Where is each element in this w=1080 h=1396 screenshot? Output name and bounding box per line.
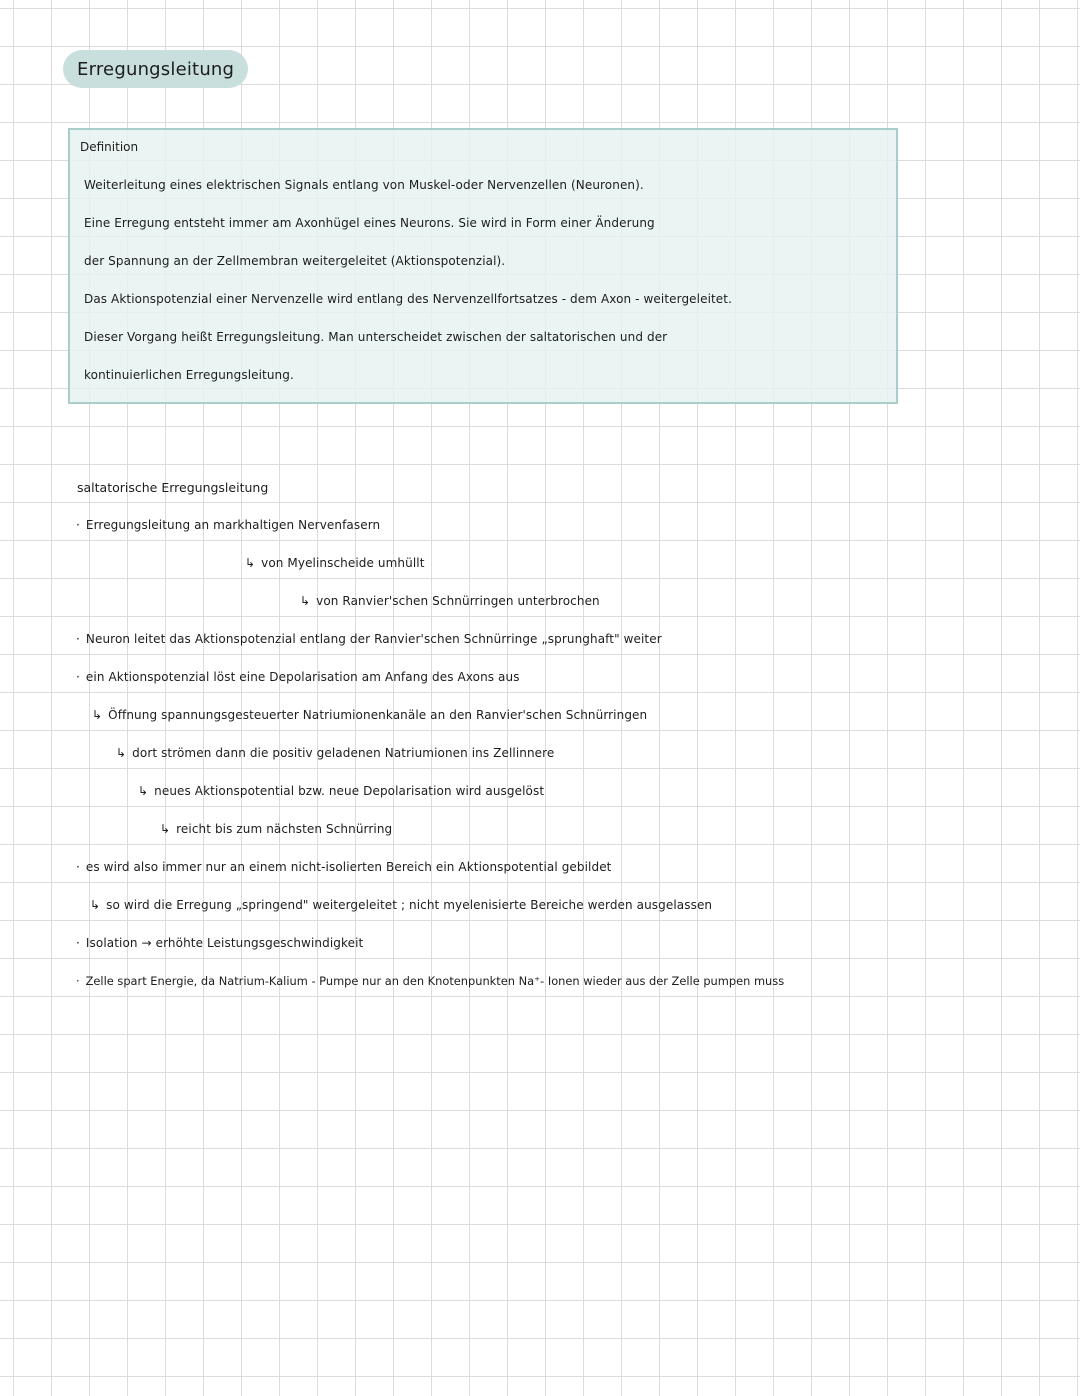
definition-line: Dieser Vorgang heißt Erregungsleitung. Man unterscheidet zwischen der saltatorischen und der (84, 330, 668, 344)
bullet-marker: · (76, 670, 80, 684)
note-text: Erregungsleitung an markhaltigen Nervenfasern (85, 518, 381, 532)
bullet-marker: · (76, 518, 80, 532)
note-item (116, 746, 554, 760)
note-text: Isolation → erhöhte Leistungsgeschwindigkeit (85, 936, 364, 950)
note-item (76, 936, 363, 950)
bullet-marker: · (76, 860, 80, 874)
arrow-icon: ↳ (90, 898, 101, 912)
bullet-marker: · (76, 974, 80, 988)
definition-line: Eine Erregung entsteht immer am Axonhügel eines Neurons. Sie wird in Form einer Änderung (84, 216, 655, 230)
note-text: reicht bis zum nächsten Schnürring (176, 822, 393, 836)
bullet-marker: · (76, 936, 80, 950)
note-item (92, 708, 647, 722)
note-text: ein Aktionspotenzial löst eine Depolarisation am Anfang des Axons aus (85, 670, 520, 684)
note-text: es wird also immer nur an einem nicht-isolierten Bereich ein Aktionspotential gebildet (85, 860, 612, 874)
note-item (76, 518, 380, 532)
definition-heading: Definition (80, 140, 139, 154)
note-item (300, 594, 600, 608)
arrow-icon: ↳ (160, 822, 171, 836)
note-item (245, 556, 425, 570)
note-item (90, 898, 712, 912)
note-text: von Myelinscheide umhüllt (261, 556, 425, 570)
note-text: von Ranvier'schen Schnürringen unterbrochen (316, 594, 600, 608)
definition-line: Das Aktionspotenzial einer Nervenzelle wird entlang des Nervenzellfortsatzes - dem Axon - weitergeleitet. (84, 292, 733, 306)
note-item (76, 632, 662, 646)
note-item (76, 670, 520, 684)
note-text: Neuron leitet das Aktionspotenzial entlang der Ranvier'schen Schnürringe „sprunghaft" weiter (85, 632, 662, 646)
section-heading-saltatorisch: saltatorische Erregungsleitung (77, 480, 269, 495)
definition-line: Weiterleitung eines elektrischen Signals entlang von Muskel-oder Nervenzellen (Neuronen). (84, 178, 644, 192)
arrow-icon: ↳ (116, 746, 127, 760)
note-item (76, 974, 784, 988)
note-text: so wird die Erregung „springend" weitergeleitet ; nicht myelenisierte Bereiche werden ausgelassen (106, 898, 713, 912)
arrow-icon: ↳ (245, 556, 256, 570)
definition-line: der Spannung an der Zellmembran weitergeleitet (Aktionspotenzial). (84, 254, 506, 268)
note-text: dort strömen dann die positiv geladenen Natriumionen ins Zellinnere (132, 746, 555, 760)
note-item (160, 822, 392, 836)
note-item (76, 860, 612, 874)
page-title: Erregungsleitung (63, 50, 248, 88)
note-text: Zelle spart Energie, da Natrium-Kalium - Pumpe nur an den Knotenpunkten Na⁺- Ionen wieder aus der Zelle pumpen muss (85, 974, 785, 988)
bullet-marker: · (76, 632, 80, 646)
arrow-icon: ↳ (92, 708, 103, 722)
arrow-icon: ↳ (300, 594, 311, 608)
definition-box (68, 128, 898, 404)
note-text: Öffnung spannungsgesteuerter Natriumionenkanäle an den Ranvier'schen Schnürringen (108, 708, 648, 722)
note-item (138, 784, 544, 798)
definition-line: kontinuierlichen Erregungsleitung. (84, 368, 294, 382)
arrow-icon: ↳ (138, 784, 149, 798)
note-text: neues Aktionspotential bzw. neue Depolarisation wird ausgelöst (154, 784, 545, 798)
